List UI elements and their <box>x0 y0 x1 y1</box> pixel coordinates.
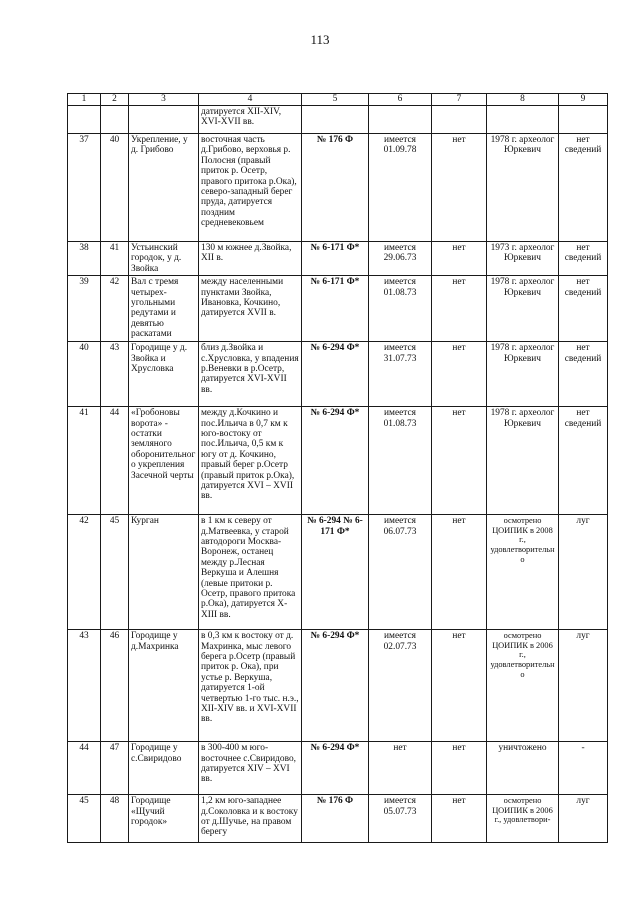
column-header: 6 <box>369 94 432 106</box>
cell-passport: имеется 01.08.73 <box>369 276 432 342</box>
cell-registry-number: 40 <box>101 134 129 242</box>
table-row <box>68 134 608 242</box>
cell-number: 45 <box>68 795 101 843</box>
location-cell: датируется XII-XIV, XVI-XVII вв. <box>199 106 302 134</box>
cell-inspection: осмотрено ЦОИПИК в 2006 г., удовлетворительно <box>487 630 559 742</box>
cell-inspection: 1978 г. археолог Юркевич <box>487 407 559 515</box>
column-header: 1 <box>68 94 101 106</box>
cell-document: № 6-294 Ф* <box>302 742 369 795</box>
cell-document: № 6-294 № 6-171 Ф* <box>302 515 369 630</box>
cell-number: 42 <box>68 515 101 630</box>
cell-document: № 6-294 Ф* <box>302 630 369 742</box>
cell-condition: нет сведений <box>559 134 608 242</box>
cell-passport: нет <box>369 742 432 795</box>
cell-registry-number: 43 <box>101 342 129 407</box>
column-header: 9 <box>559 94 608 106</box>
cell-document: № 6-171 Ф* <box>302 242 369 276</box>
cell-location: в 1 км к северу от д.Матвеевка, у старой автодороги Москва-Воронеж, останец между р.Лесная Веркуша и Алешня (левые притоки р. Осетр, правого притока р.Ока), датируется X-XIII вв. <box>199 515 302 630</box>
cell-name: Городище «Щучий городок» <box>129 795 199 843</box>
header-row <box>68 94 608 106</box>
cell-location: в 300-400 м юго-восточнее с.Свиридово, датируется XIV – XVI вв. <box>199 742 302 795</box>
cell-protection-zone: нет <box>432 342 487 407</box>
cell-location: в 0,3 км к востоку от д. Махринка, мыс левого берега р.Осетр (правый приток р. Ока), при устье р. Веркуша, датируется 1-ой четвертью 1-го тыс. н.э., XII-XIV вв. и XVI-XVII вв. <box>199 630 302 742</box>
table-row <box>68 742 608 795</box>
cell-location: 130 м южнее д.Звойка, XII в. <box>199 242 302 276</box>
cell-passport: имеется 01.09.78 <box>369 134 432 242</box>
column-header: 8 <box>487 94 559 106</box>
table-row <box>68 515 608 630</box>
cell-name: Устьинский городок, у д. Звойка <box>129 242 199 276</box>
cell-registry-number: 42 <box>101 276 129 342</box>
cell-document: № 6-171 Ф* <box>302 276 369 342</box>
cell-protection-zone: нет <box>432 795 487 843</box>
cell-protection-zone: нет <box>432 276 487 342</box>
cell-inspection: 1978 г. археолог Юркевич <box>487 342 559 407</box>
cell-passport: имеется 02.07.73 <box>369 630 432 742</box>
cell-passport: имеется 31.07.73 <box>369 342 432 407</box>
cell-name: Вал с тремя четырех-угольными редутами и девятью раскатами <box>129 276 199 342</box>
cell-protection-zone: нет <box>432 515 487 630</box>
column-header: 2 <box>101 94 129 106</box>
cell-condition: нет сведений <box>559 342 608 407</box>
table-row <box>68 795 608 843</box>
cell-inspection: осмотрено ЦОИПИК в 2006 г., удовлетвори- <box>487 795 559 843</box>
cell-registry-number: 48 <box>101 795 129 843</box>
cell-inspection: осмотрено ЦОИПИК в 2008 г., удовлетворительно <box>487 515 559 630</box>
cell-name: Городище у с.Свиридово <box>129 742 199 795</box>
cell-document: № 176 Ф <box>302 795 369 843</box>
column-header: 5 <box>302 94 369 106</box>
table-row <box>68 407 608 515</box>
cell-condition: луг <box>559 630 608 742</box>
cell-document: № 176 Ф <box>302 134 369 242</box>
cell-number: 37 <box>68 134 101 242</box>
cell-condition: луг <box>559 795 608 843</box>
cell-inspection: уничтожено <box>487 742 559 795</box>
cell-protection-zone: нет <box>432 134 487 242</box>
cell-condition: нет сведений <box>559 242 608 276</box>
cell-passport: имеется 06.07.73 <box>369 515 432 630</box>
cell-number: 38 <box>68 242 101 276</box>
cell-number: 39 <box>68 276 101 342</box>
cell-protection-zone: нет <box>432 630 487 742</box>
cell-document: № 6-294 Ф* <box>302 407 369 515</box>
column-header: 4 <box>199 94 302 106</box>
cell-protection-zone: нет <box>432 407 487 515</box>
cell-name: Укрепление, у д. Грибово <box>129 134 199 242</box>
cell-passport: имеется 29.06.73 <box>369 242 432 276</box>
cell-passport: имеется 05.07.73 <box>369 795 432 843</box>
cell-passport: имеется 01.08.73 <box>369 407 432 515</box>
cell-condition: нет сведений <box>559 276 608 342</box>
cell-inspection: 1978 г. археолог Юркевич <box>487 134 559 242</box>
cell-registry-number: 44 <box>101 407 129 515</box>
monuments-table <box>67 93 608 843</box>
cell-number: 41 <box>68 407 101 515</box>
cell-registry-number: 47 <box>101 742 129 795</box>
cell-name: «Гробоновы ворота» - остатки земляного оборонительного укрепления Засечной черты <box>129 407 199 515</box>
table-row <box>68 276 608 342</box>
cell-inspection: 1973 г. археолог Юркевич <box>487 242 559 276</box>
column-header: 3 <box>129 94 199 106</box>
cell-condition: нет сведений <box>559 407 608 515</box>
cell-document: № 6-294 Ф* <box>302 342 369 407</box>
cell-location: близ д.Звойка и с.Хрусловка, у впадения р.Веневки в р.Осетр, датируется XVI-XVII вв. <box>199 342 302 407</box>
cell-location: 1,2 км юго-западнее д.Соколовка и к востоку от д.Шучье, на правом берегу <box>199 795 302 843</box>
cell-registry-number: 45 <box>101 515 129 630</box>
cell-condition: луг <box>559 515 608 630</box>
cell-number: 44 <box>68 742 101 795</box>
cell-protection-zone: нет <box>432 242 487 276</box>
cell-name: Городище у д.Махринка <box>129 630 199 742</box>
cell-number: 43 <box>68 630 101 742</box>
cell-protection-zone: нет <box>432 742 487 795</box>
cell-registry-number: 41 <box>101 242 129 276</box>
cell-inspection: 1978 г. археолог Юркевич <box>487 276 559 342</box>
table-row <box>68 630 608 742</box>
page-number: 113 <box>310 32 330 47</box>
cell-location: восточная часть д.Грибово, верховья р. Полосня (правый приток р. Осетр, правого притока р.Ока), северо-западный берег пруда, датируется поздним средневековьем <box>199 134 302 242</box>
cell-number: 40 <box>68 342 101 407</box>
table-row <box>68 242 608 276</box>
cell-location: между населенными пунктами Звойка, Ивановка, Кочкино, датируется XVII в. <box>199 276 302 342</box>
table-row <box>68 342 608 407</box>
cell-name: Курган <box>129 515 199 630</box>
continuation-row <box>68 106 608 134</box>
cell-condition: - <box>559 742 608 795</box>
cell-registry-number: 46 <box>101 630 129 742</box>
cell-location: между д.Кочкино и пос.Ильича в 0,7 км к юго-востоку от пос.Ильича, 0,5 км к югу от д. Кочкино, правый берег р.Осетр (правый приток р.Ока), датируется XVI – XVII вв. <box>199 407 302 515</box>
cell-name: Городище у д. Звойка и Хрусловка <box>129 342 199 407</box>
column-header: 7 <box>432 94 487 106</box>
